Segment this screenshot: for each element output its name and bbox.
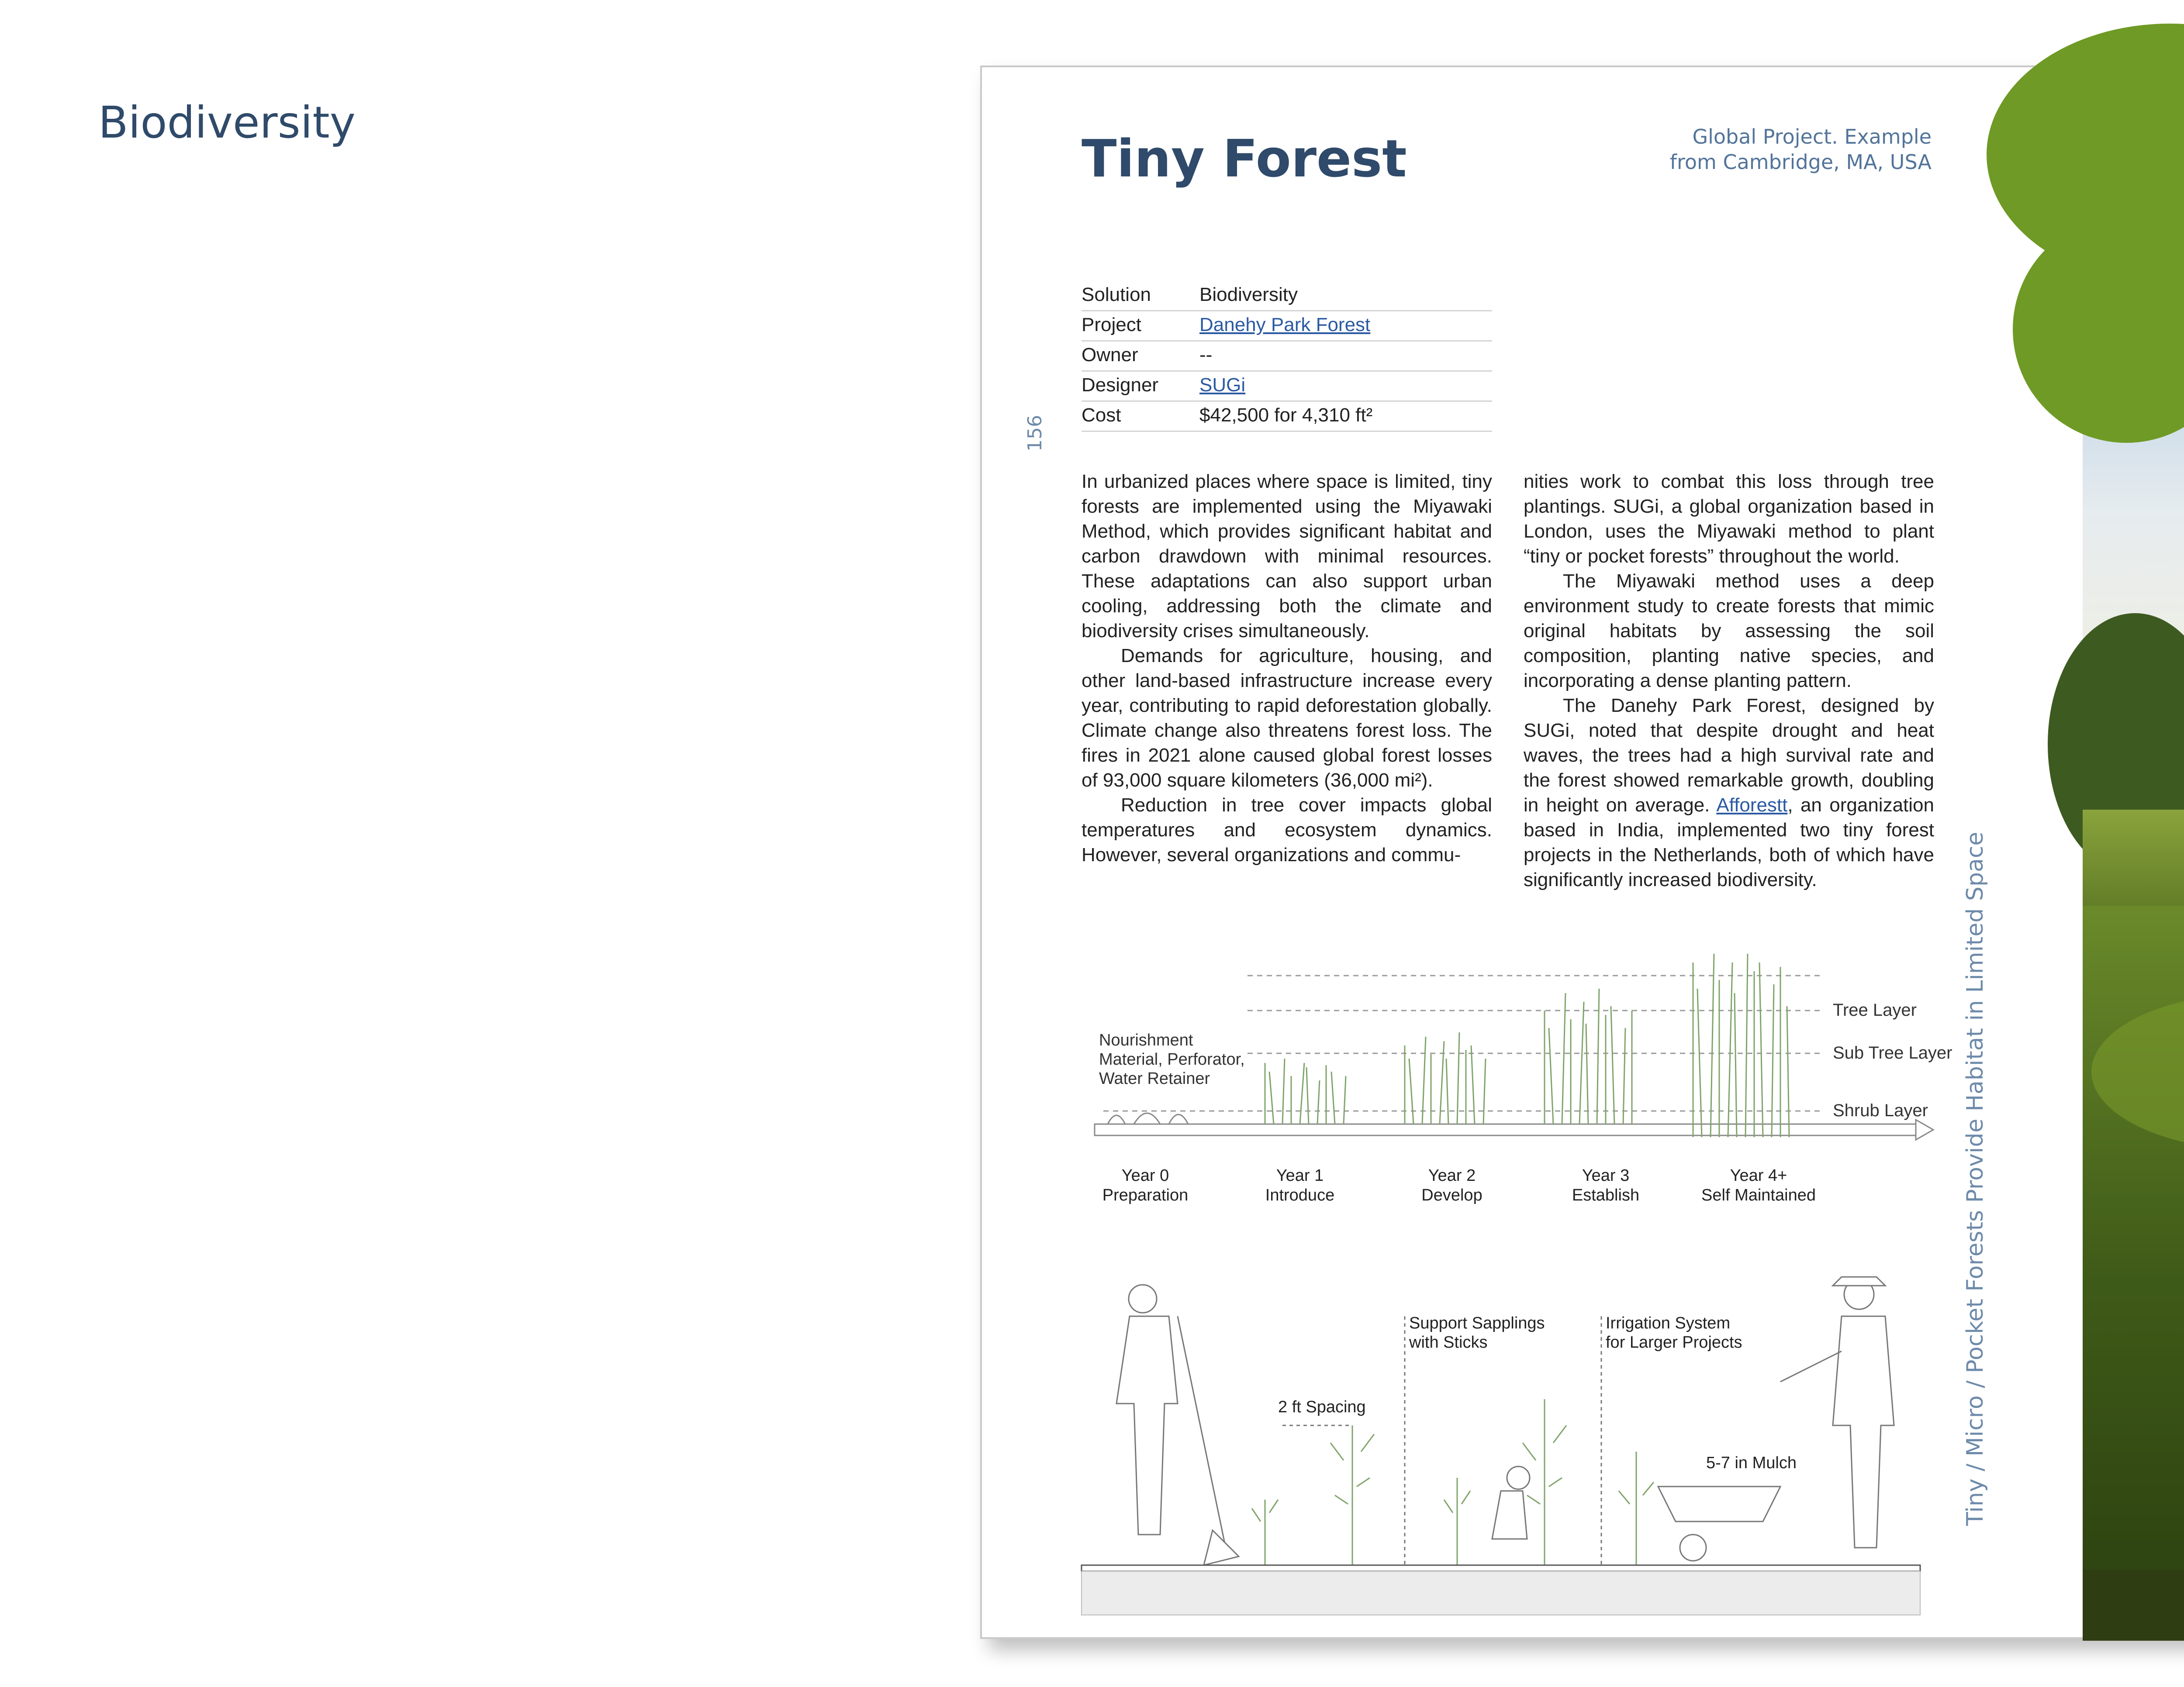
- subtitle-line-2: from Cambridge, MA, USA: [1669, 150, 1932, 174]
- page-subtitle: [1626, 124, 1932, 175]
- plants-year-3: [1545, 989, 1632, 1124]
- soil-layer: [1082, 1571, 1920, 1615]
- project-info-table: [1082, 281, 1492, 432]
- paragraph-text: The Danehy Park Forest, designed by SUGi, noted that despite drought and heat waves, the trees had a high survival rate and the forest showed remarkable growth, doubling in height on average.: [1524, 695, 1934, 816]
- project-link[interactable]: Danehy Park Forest: [1199, 314, 1371, 335]
- timeline-bar: [1095, 1124, 1916, 1135]
- afforestt-link[interactable]: Afforestt: [1716, 794, 1788, 816]
- designer-link[interactable]: SUGi: [1199, 374, 1246, 396]
- right-page: [2083, 67, 2184, 1637]
- support-label-1: Support Sapplings: [1409, 1314, 1545, 1332]
- plants-year-2: [1405, 1032, 1486, 1124]
- stage-label: Establish: [1572, 1186, 1640, 1204]
- year-label: Year 4+: [1730, 1166, 1787, 1185]
- info-value: $42,500 for 4,310 ft²: [1199, 401, 1492, 431]
- paragraph: In urbanized places where space is limited, tiny forests are implemented using the Miyawaki Method, which provides significant habitat and carbon drawdown with minimal resources. These adaptations can also support urban cooling, addressing both the climate and biodiversity crises simultaneously.: [1082, 471, 1492, 642]
- table-row: [1082, 401, 1492, 431]
- table-row: [1082, 281, 1492, 311]
- table-row: [1082, 341, 1492, 371]
- tree-layer-label: Tree Layer: [1833, 1000, 1917, 1020]
- left-page: [982, 67, 2083, 1637]
- page-number-left: 156: [1024, 415, 1046, 452]
- table-row: [1082, 311, 1492, 341]
- paragraph: The Miyawaki method uses a deep environment study to create forests that mimic original habitats by assessing the soil composition, planting native species, and incorporating a dense planting pattern.: [1524, 570, 1934, 691]
- year-label: Year 3: [1582, 1166, 1630, 1185]
- body-column-1: [1082, 469, 1492, 867]
- stage-label: Introduce: [1265, 1186, 1335, 1204]
- info-value: Biodiversity: [1199, 281, 1492, 311]
- paragraph: [1524, 693, 1934, 892]
- spacing-label: 2 ft Spacing: [1278, 1398, 1366, 1416]
- section-label: Biodiversity: [98, 97, 356, 148]
- info-key: Owner: [1082, 341, 1199, 371]
- year-label: Year 0: [1121, 1166, 1169, 1185]
- info-key: Designer: [1082, 371, 1199, 401]
- plants-year-4: [1693, 954, 1789, 1137]
- paragraph: nities work to combat this loss through tree plantings. SUGi, a global organization based in London, uses the Miyawaki method to plant “tiny or pocket forests” throughout the world.: [1524, 471, 1934, 567]
- year-label: Year 2: [1428, 1166, 1476, 1185]
- table-row: [1082, 371, 1492, 401]
- paragraph: Demands for agriculture, housing, and other land-based infrastructure increase every year, contributing to rapid deforestation globally. Climate change also threatens forest loss. The fires in 2021 alone caused global forest losses of 93,000 square kilometers (36,000 mi²).: [1082, 645, 1492, 791]
- book-spread: [980, 66, 2184, 1639]
- subtitle-line-1: Global Project. Example: [1692, 125, 1932, 148]
- nourishment-label-3: Water Retainer: [1099, 1069, 1210, 1088]
- forest-photo: [2083, 67, 2184, 1641]
- stage-label: Preparation: [1102, 1186, 1189, 1204]
- vertical-caption: Tiny / Micro / Pocket Forests Provide Habitat in Limited Space: [1962, 831, 1988, 1526]
- irrigation-label-2: for Larger Projects: [1606, 1333, 1742, 1352]
- year-label: Year 1: [1276, 1166, 1324, 1185]
- info-value: --: [1199, 341, 1492, 371]
- mulch-label: 5-7 in Mulch: [1706, 1454, 1797, 1472]
- info-key: Project: [1082, 311, 1199, 341]
- stage-label: Develop: [1421, 1186, 1482, 1204]
- tiny-forest-growth-diagram: [1082, 936, 1952, 1635]
- nourishment-label-1: Nourishment: [1099, 1031, 1193, 1049]
- timeline-arrowhead: [1916, 1120, 1933, 1140]
- plants-year-1: [1265, 1059, 1346, 1124]
- paragraph: Reduction in tree cover impacts global temperatures and ecosystem dynamics. However, several organizations and commu-: [1082, 794, 1492, 866]
- stage-label: Self Maintained: [1701, 1186, 1816, 1204]
- shrub-layer-label: Shrub Layer: [1833, 1101, 1928, 1120]
- sapling-figures: [1252, 1399, 1654, 1565]
- support-label-2: with Sticks: [1409, 1333, 1488, 1352]
- info-key: Cost: [1082, 401, 1199, 431]
- ground-line: [1082, 1565, 1920, 1571]
- paragraph-text: , an organization based in India, implemented two tiny forest projects in the Netherlands, both of which have significantly increased biodiversity.: [1524, 794, 1934, 890]
- sub-tree-layer-label: Sub Tree Layer: [1833, 1043, 1952, 1063]
- page-title: Tiny Forest: [1082, 128, 1407, 189]
- info-key: Solution: [1082, 281, 1199, 311]
- nourishment-mounds: [1108, 1113, 1188, 1124]
- irrigation-label-1: Irrigation System: [1606, 1314, 1731, 1332]
- nourishment-label-2: Material, Perforator,: [1099, 1050, 1245, 1069]
- body-column-2: [1524, 469, 1934, 892]
